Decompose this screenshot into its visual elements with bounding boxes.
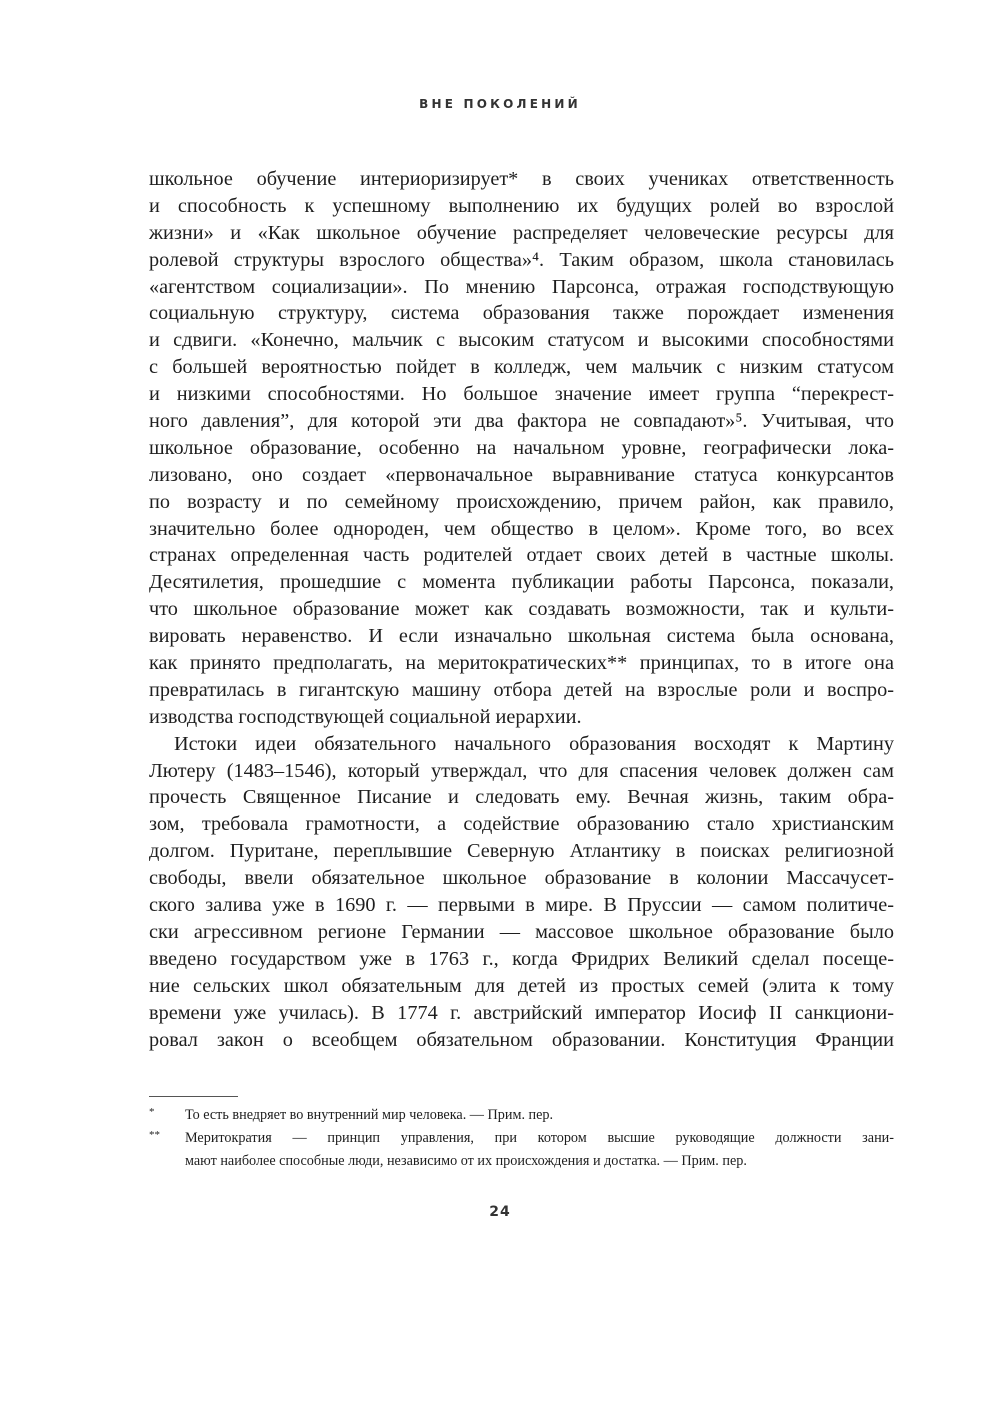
text-line: ски агрессивном регионе Германии — массовое школьное образование было (149, 920, 894, 943)
text-line: социальную структуру, система образования также порождает изменения (149, 302, 894, 325)
body-text (149, 166, 894, 1053)
footnote-1 (149, 1104, 894, 1127)
text-line: странах определенная часть родителей отдает своих детей в частные школы. (149, 544, 894, 567)
footnote-line: Меритократия — принцип управления, при котором высшие руководящие должности зани- (185, 1130, 894, 1146)
text-line: Истоки идеи обязательного начального образования восходят к Мартину (174, 732, 894, 755)
text-line: ского залива уже в 1690 г. — первыми в мире. В Пруссии — самом политиче- (149, 894, 894, 917)
text-line: изводства господствующей социальной иерархии. (149, 705, 582, 728)
footnote-2 (149, 1127, 894, 1173)
text-line: лизовано, оно создает «первоначальное выравнивание статуса конкурсантов (149, 463, 894, 486)
footnote-line: То есть внедряет во внутренний мир человека. — Прим. пер. (185, 1107, 554, 1123)
text-line: школьное образование, особенно на начальном уровне, географически лока- (149, 436, 894, 459)
footnote-line: мают наиболее способные люди, независимо от их происхождения и достатка. — Прим. пер. (185, 1153, 747, 1169)
text-line: и сдвиги. «Конечно, мальчик с высоким статусом и высокими способностями (149, 329, 894, 352)
text-line: школьное обучение интериоризирует* в своих учениках ответственность (149, 168, 894, 190)
text-line: прочесть Священное Писание и следовать ему. Вечная жизнь, таким обра- (149, 786, 894, 809)
text-line: и способность к успешному выполнению их будущих ролей во взрослой (149, 194, 894, 217)
text-line: ровал закон о всеобщем обязательном образовании. Конституция Франции (149, 1028, 894, 1051)
footnote-marker: * (149, 1106, 155, 1118)
text-line: и низкими способностями. Но большое значение имеет группа “перекрест- (149, 383, 894, 406)
paragraph (149, 731, 894, 1054)
text-line: зом, требовала грамотности, а содействие образованию стало христианским (149, 813, 894, 836)
text-line: по возрасту и по семейному происхождению, причем район, как правило, (149, 490, 894, 513)
text-line: долгом. Пуритане, переплывшие Северную Атлантику в поисках религиозной (149, 840, 894, 863)
text-line: как принято предполагать, на меритократических** принципах, то в итоге она (149, 652, 894, 675)
text-line: ние сельских школ обязательным для детей из простых семей (элита к тому (149, 974, 894, 997)
text-line: с большей вероятностью пойдет в колледж, чем мальчик с низким статусом (149, 356, 894, 379)
text-line: свободы, ввели обязательное школьное образование в колонии Массачусет- (149, 867, 894, 890)
text-line: «агентством социализации». По мнению Парсонса, отражая господствующую (149, 275, 894, 298)
page-number: 24 (489, 1204, 511, 1220)
text-line: времени уже училась). В 1774 г. австрийский император Иосиф II санкциони- (149, 1001, 894, 1024)
text-line: введено государством уже в 1763 г., когда Фридрих Великий сделал посеще- (149, 947, 894, 970)
footnote-marker: ** (149, 1129, 160, 1141)
text-line: Лютеру (1483–1546), который утверждал, что для спасения человек должен сам (149, 759, 894, 782)
running-header: ВНЕ ПОКОЛЕНИЙ (419, 97, 581, 111)
text-line: значительно более однороден, чем общество в целом». Кроме того, во всех (149, 517, 894, 540)
text-line: ролевой структуры взрослого общества»⁴. Таким образом, школа становилась (149, 248, 894, 271)
paragraph (149, 166, 894, 731)
text-line: что школьное образование может как создавать возможности, так и культи- (149, 598, 894, 621)
footnote-divider (149, 1096, 238, 1097)
text-line: Десятилетия, прошедшие с момента публикации работы Парсонса, показали, (149, 571, 894, 594)
text-line: жизни» и «Как школьное обучение распределяет человеческие ресурсы для (149, 221, 894, 244)
text-line: превратилась в гигантскую машину отбора детей на взрослые роли и воспро- (149, 678, 894, 701)
text-line: вировать неравенство. И если изначально школьная система была основана, (149, 625, 894, 648)
text-line: ного давления”, для которой эти два фактора не совпадают»⁵. Учитывая, что (149, 410, 894, 433)
